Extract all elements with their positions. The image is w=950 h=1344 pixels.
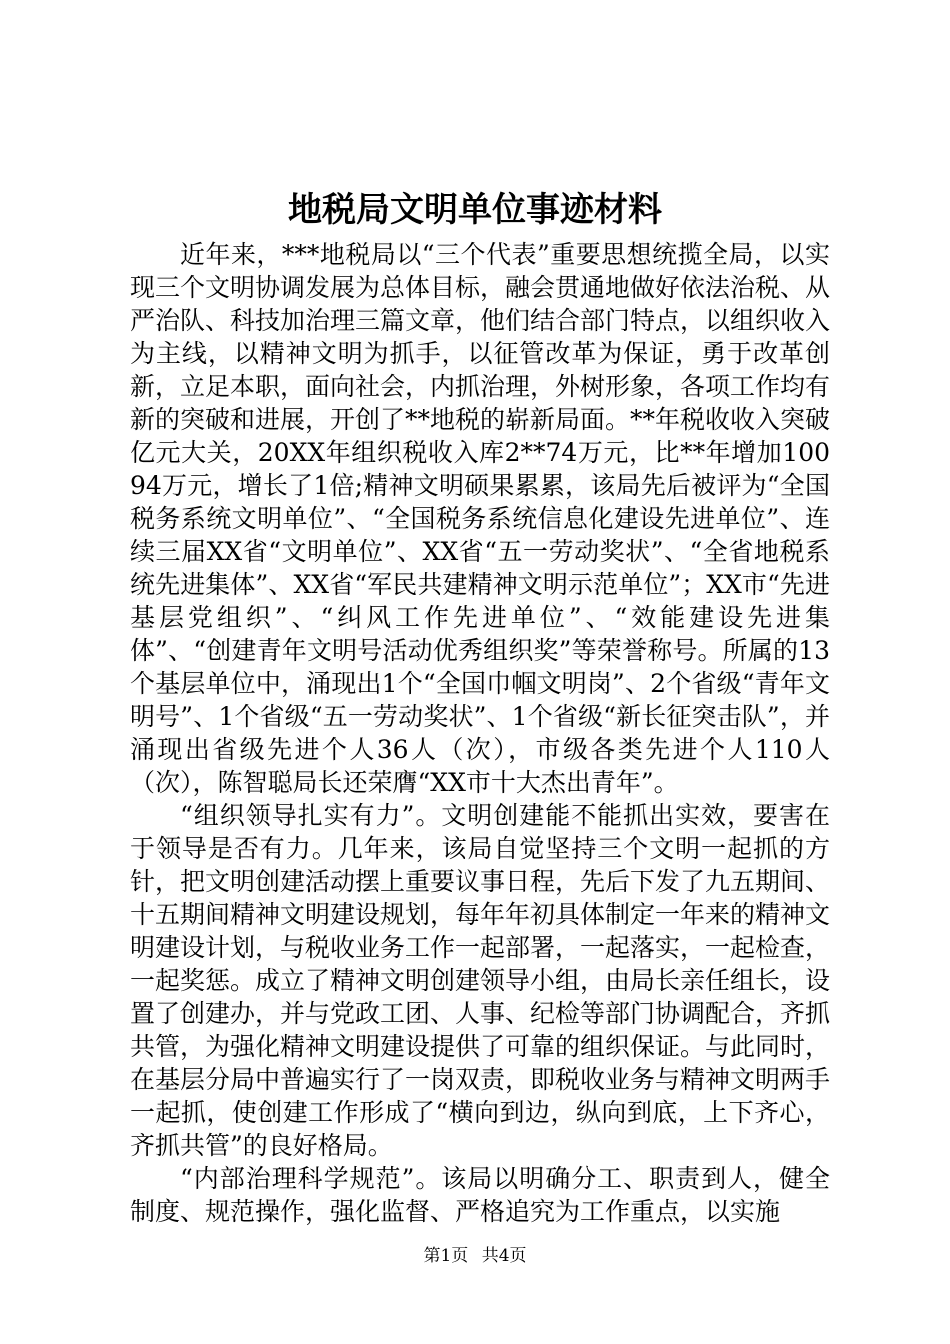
paragraph-leadership: “组织领导扎实有力”。文明创建能不能抓出实效，要害在于领导是否有力。几年来，该局自觉坚持三个文明一起抓的方针，把文明创建活动摆上重要议事日程，先后下发了九五期间、十五期间精神文明建设规划，每年年初具体制定一年来的精神文明建设计划，与税收业务工作一起部署，一起落实，一起检查，一起奖惩。成立了精神文明创建领导小组，由局长亲任组长，设置了创建办，并与党政工团、人事、纪检等部门协调配合，齐抓共管，为强化精神文明建设提供了可靠的组织保证。与此同时，在基层分局中普遍实行了一岗双责，即税收业务与精神文明两手一起抓，使创建工作形成了“横向到边，纵向到底，上下齐心，齐抓共管”的良好格局。 [130,801,831,1160]
page-total: 共4页 [481,1246,527,1266]
document-title: 地税局文明单位事迹材料 [288,190,662,230]
document-body [130,238,830,1228]
page-number: 第1页 [423,1246,469,1266]
page-footer [0,1244,950,1268]
paragraph-internal-governance: “内部治理科学规范”。该局以明确分工、职责到人，健全制度、规范操作，强化监督、严格追究为工作重点，以实施 [130,1164,830,1226]
paragraph-intro: 近年来，***地税局以“三个代表”重要思想统揽全局，以实现三个文明协调发展为总体目标，融会贯通地做好依法治税、从严治队、科技加治理三篇文章，他们结合部门特点，以组织收入为主线，以精神文明为抓手，以征管改革为保证，勇于改革创新，立足本职，面向社会，内抓治理，外树形象，各项工作均有新的突破和进展，开创了**地税的崭新局面。**年税收收入突破亿元大关，20XX年组织税收入库2**74万元，比**年增加10094万元，增长了1倍;精神文明硕果累累，该局先后被评为“全国税务系统文明单位”、“全国税务系统信息化建设先进单位”、连续三届XX省“文明单位”、XX省“五一劳动奖状”、“全省地税系统先进集体”、XX省“军民共建精神文明示范单位”；XX市“先进基层党组织”、“纠风工作先进单位”、“效能建设先进集体”、“创建青年文明号活动优秀组织奖”等荣誉称号。所属的13个基层单位中，涌现出1个“全国巾帼文明岗”、2个省级“青年文明号”、1个省级“五一劳动奖状”、1个省级“新长征突击队”，并涌现出省级先进个人36人（次），市级各类先进个人110人（次），陈智聪局长还荣膺“XX市十大杰出青年”。 [130,240,831,797]
